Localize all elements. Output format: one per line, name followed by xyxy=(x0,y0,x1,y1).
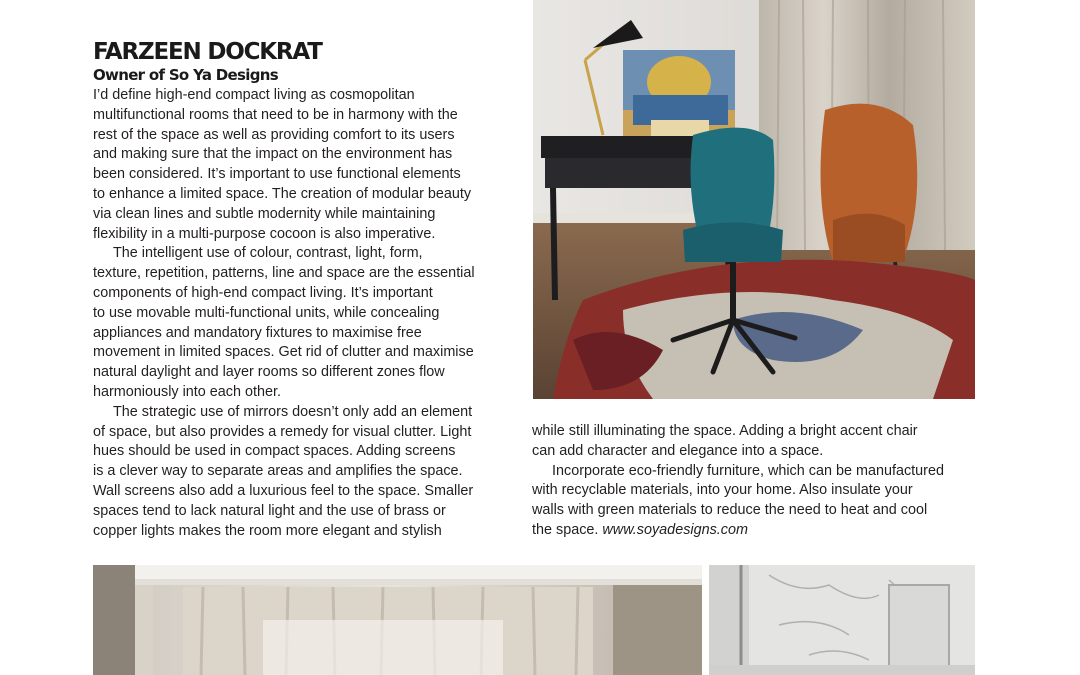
text-line: and making sure that the impact on the environment has xyxy=(93,146,453,163)
text-line: flexibility in a multi-purpose cocoon is also imperative. xyxy=(93,225,436,242)
text-line: via clean lines and subtle modernity while maintaining xyxy=(93,205,436,222)
article-column-right xyxy=(532,422,972,541)
text-line: spaces tend to lack natural light and the use of brass or xyxy=(93,502,446,519)
text-line: The strategic use of mirrors doesn’t only add an element xyxy=(113,403,473,420)
text-line: harmoniously into each other. xyxy=(93,383,281,400)
article-column-left xyxy=(93,86,505,541)
text-line: rest of the space as well as providing comfort to its users xyxy=(93,126,455,143)
text-line: components of high-end compact living. It’s important xyxy=(93,284,433,301)
office-nook-photo xyxy=(533,0,975,399)
text-line: is a clever way to separate areas and amplifies the space. xyxy=(93,463,463,480)
text-line: with recyclable materials, into your home. Also insulate your xyxy=(532,482,913,499)
text-line: of space, but also provides a remedy for visual clutter. Light xyxy=(93,423,472,440)
text-line: to use movable multi-functional units, while concealing xyxy=(93,304,440,321)
text-line: movement in limited spaces. Get rid of clutter and maximise xyxy=(93,344,474,361)
text-line: I’d define high-end compact living as cosmopolitan xyxy=(93,87,415,103)
text-line: hues should be used in compact spaces. Adding screens xyxy=(93,443,456,460)
bedroom-photo xyxy=(93,565,702,675)
author-role: Owner of So Ya Designs xyxy=(93,66,278,84)
author-name: FARZEEN DOCKRAT xyxy=(93,39,322,65)
text-line: copper lights makes the room more elegant and stylish xyxy=(93,522,442,539)
text-line: been considered. It’s important to use functional elements xyxy=(93,166,461,183)
text-line: walls with green materials to reduce the need to heat and cool xyxy=(532,502,928,519)
website-link[interactable]: www.soyadesigns.com xyxy=(602,521,748,538)
text-line: to enhance a limited space. The creation of modular beauty xyxy=(93,185,472,202)
text-line: multifunctional rooms that need to be in harmony with the xyxy=(93,106,458,123)
text-line: the space. www.soyadesigns.com xyxy=(532,521,748,538)
bathroom-photo xyxy=(709,565,975,675)
text-line: natural daylight and layer rooms so different zones flow xyxy=(93,364,445,381)
text-line: while still illuminating the space. Adding a bright accent chair xyxy=(532,423,918,439)
text-line: appliances and mandatory fixtures to maximise free xyxy=(93,324,422,341)
text-line: Wall screens also add a luxurious feel to the space. Smaller xyxy=(93,482,474,499)
text-line: texture, repetition, patterns, line and space are the essential xyxy=(93,265,475,282)
text-line: can add character and elegance into a space. xyxy=(532,442,824,459)
text-line: Incorporate eco-friendly furniture, which can be manufactured xyxy=(552,462,944,479)
text-line: The intelligent use of colour, contrast, light, form, xyxy=(113,245,423,262)
